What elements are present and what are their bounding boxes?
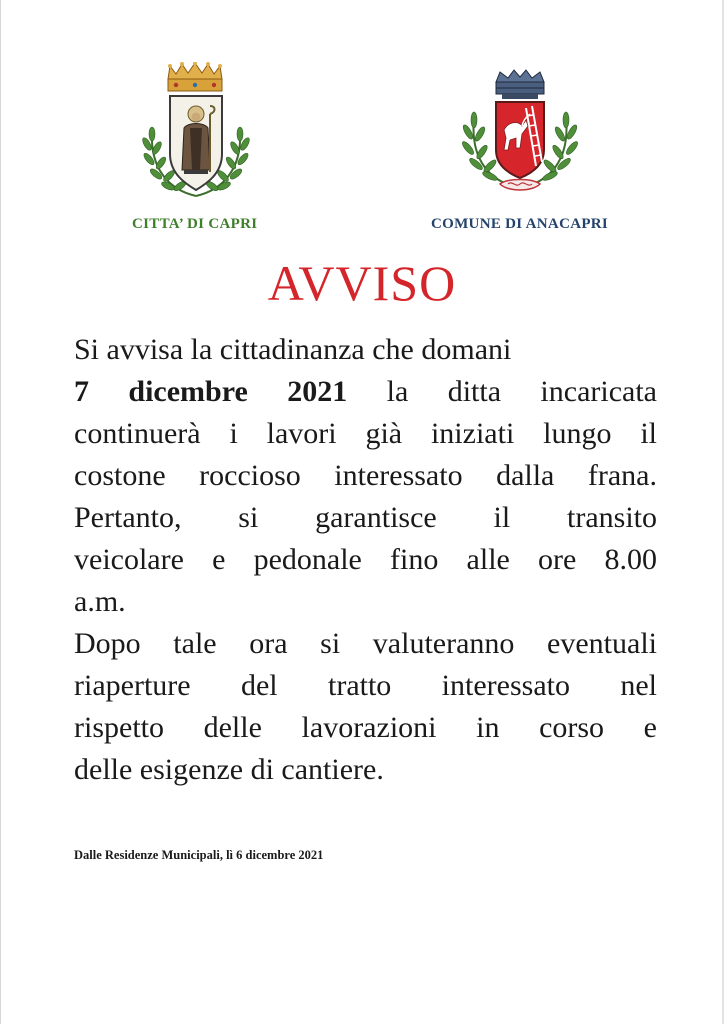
crown-icon xyxy=(168,62,222,91)
notice-line: Dopo tale ora si valuteranno eventuali xyxy=(74,627,657,660)
notice-line: riaperture del tratto interessato nel xyxy=(74,669,657,702)
crown-icon xyxy=(496,70,544,99)
notice-line: veicolare e pedonale fino alle ore 8.00 xyxy=(74,543,657,576)
notice-line: Pertanto, si garantisce il transito xyxy=(74,501,657,534)
notice-date: 7 dicembre 2021 xyxy=(74,375,348,408)
anacapri-coat-of-arms-icon xyxy=(456,68,584,204)
notice-line: delle esigenze di cantiere. xyxy=(74,753,384,786)
notice-title: AVVISO xyxy=(267,255,457,311)
page-edge xyxy=(0,0,1,1024)
notice-line: costone roccioso interessato dalla frana. xyxy=(74,459,657,492)
ribbon-icon xyxy=(500,180,540,191)
capri-coat-of-arms-icon xyxy=(140,62,252,202)
notice-line: continuerà i lavori già iniziati lungo il xyxy=(74,417,657,450)
city-name-capri: CITTA’ DI CAPRI xyxy=(132,216,258,232)
notice-line-text: la ditta incaricata xyxy=(347,375,657,408)
signature-line: Dalle Residenze Municipali, lì 6 dicembre 2021 xyxy=(74,848,324,862)
notice-line-date xyxy=(74,377,657,407)
city-name-anacapri: COMUNE DI ANACAPRI xyxy=(431,216,609,232)
notice-line: Si avvisa la cittadinanza che domani xyxy=(74,333,512,366)
notice-line: rispetto delle lavorazioni in corso e xyxy=(74,711,657,744)
notice-line: a.m. xyxy=(74,585,126,618)
